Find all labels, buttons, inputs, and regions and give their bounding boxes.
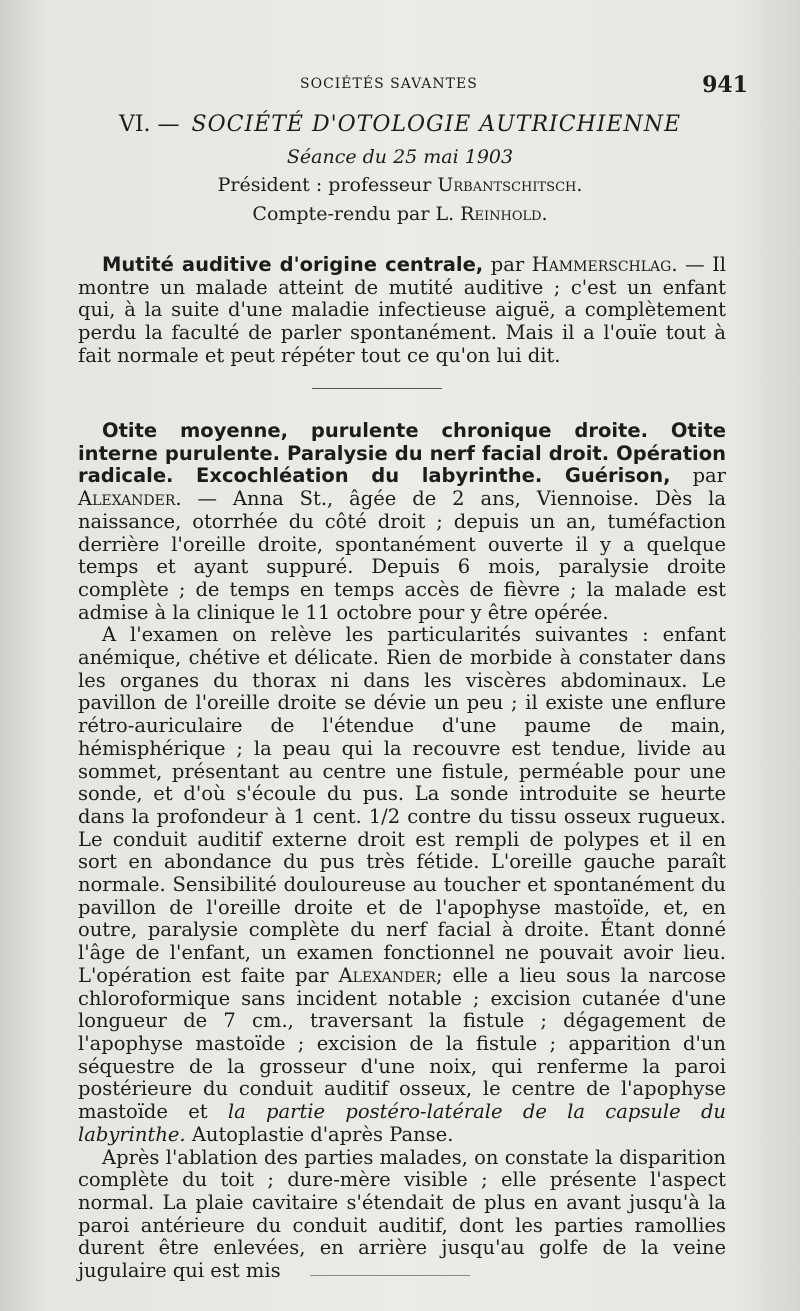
article-2-text-3: Après l'ablation des parties malades, on constate la disparition complète du toit ; dure-mère visible ; elle présente l'aspect normal. La plaie cavitaire s'étendait de plus en avant jusqu'à la paroi antérieure du conduit auditif, dont les parties ramollies durent être enlevées, en arrière jusqu'au golfe de la veine jugulaire qui est mis — [78, 1145, 726, 1283]
article-1-by: par — [490, 253, 525, 276]
running-head-title: SOCIÉTÉS SAVANTES — [300, 76, 478, 92]
article-1-paragraph — [78, 254, 726, 368]
bottom-rule — [310, 1275, 470, 1276]
section-title: SOCIÉTÉ D'OTOLOGIE AUTRICHIENNE — [191, 112, 682, 137]
report-label: Compte-rendu par — [252, 203, 430, 225]
article-2-author: Alexander. — [78, 487, 182, 511]
article-2-text-1: — Anna St., âgée de 2 ans, Viennoise. Dès la naissance, otorrhée du côté droit ; depuis un an, tuméfaction derrière l'oreille droite, spontanément ouverte il y a quelque temps et ayant suppuré. Depuis 6 mois, paralysie droite complète ; de temps en temps accès de fièvre ; la malade est admise à la clinique le 11 octobre pour y être opérée. — [78, 487, 726, 624]
report-name: L. Reinhold. — [435, 203, 548, 225]
president-label: Président : professeur — [217, 174, 432, 196]
separator-rule — [312, 388, 442, 389]
article-2-paragraph-2 — [78, 624, 726, 1146]
president-line — [0, 174, 800, 196]
page-number: 941 — [702, 72, 748, 98]
session-date: Séance du 25 mai 1903 — [286, 146, 514, 168]
article-1-author: Hammerschlag. — [531, 253, 678, 276]
article-2-by: par — [692, 464, 727, 488]
section-heading — [0, 112, 800, 137]
running-head — [0, 72, 800, 102]
article-1 — [78, 254, 726, 368]
article-2-text-italic: la partie postéro-latérale de la capsule du labyrinthe. — [78, 1100, 726, 1146]
article-2-text-2a: A l'examen on relève les particularités suivantes : enfant anémique, chétive et délicate. Rien de morbide à constater dans les organes du thorax ni dans les viscères abdominaux. Le pavillon de l'oreille droite se dévie un peu ; il existe une enflure rétro-auriculaire de l'étendue d'une paume de main, hémisphérique ; la peau qui la recouvre est tendue, livide au sommet, présentant au centre une fistule, perméable pour une sonde, et d'où s'écoule du pus. La sonde introduite se heurte dans la profondeur à 1 cent. 1/2 contre du tissu osseux rugueux. Le conduit auditif externe droit est rempli de polypes et il en sort en abondance du pus très fétide. L'oreille gauche paraît normale. Sensibilité douloureuse au toucher et spontanément du pavillon de l'oreille droite et de l'apophyse mastoïde, et, en outre, paralysie complète du nerf facial à droite. Étant donné l'âge de l'enfant, un examen fonctionnel ne pouvait avoir lieu. L'opération est faite par — [78, 623, 726, 987]
article-2-inline-author: Alexander — [338, 963, 436, 987]
article-2-title: Otite moyenne, purulente chronique droite. Otite interne purulente. Paralysie du nerf facial droit. Opération radicale. Excochléation du labyrinthe. Guérison, — [78, 419, 726, 488]
article-2-text-2b: ; elle a lieu sous la narcose chloroformique sans incident notable ; excision cutanée d'une longueur de 7 cm., traversant la fistule ; dégagement de l'apophyse mastoïde ; excision de la fistule ; apparition d'un séquestre de la grosseur d'une noix, qui renferme la paroi postérieure du conduit auditif osseux, le centre de l'apophyse mastoïde et — [78, 963, 727, 1124]
article-1-body: — Il montre un malade atteint de mutité auditive ; c'est un enfant qui, à la suite d'une maladie infectieuse aiguë, a complètement perdu la faculté de parler spontanément. Mais il a l'ouïe tout à fait normale et peut répéter tout ce qu'on lui dit. — [78, 253, 727, 367]
section-number: VI. — — [118, 112, 180, 137]
article-2-paragraph-1 — [78, 420, 726, 624]
article-1-title: Mutité auditive d'origine centrale, — [102, 253, 484, 276]
president-name: Urbantschitsch. — [437, 174, 583, 196]
article-2-paragraph-3 — [78, 1147, 726, 1283]
article-2-text-2c: Autoplastie d'après Panse. — [191, 1122, 454, 1146]
article-2 — [78, 420, 726, 1283]
report-line — [0, 203, 800, 225]
